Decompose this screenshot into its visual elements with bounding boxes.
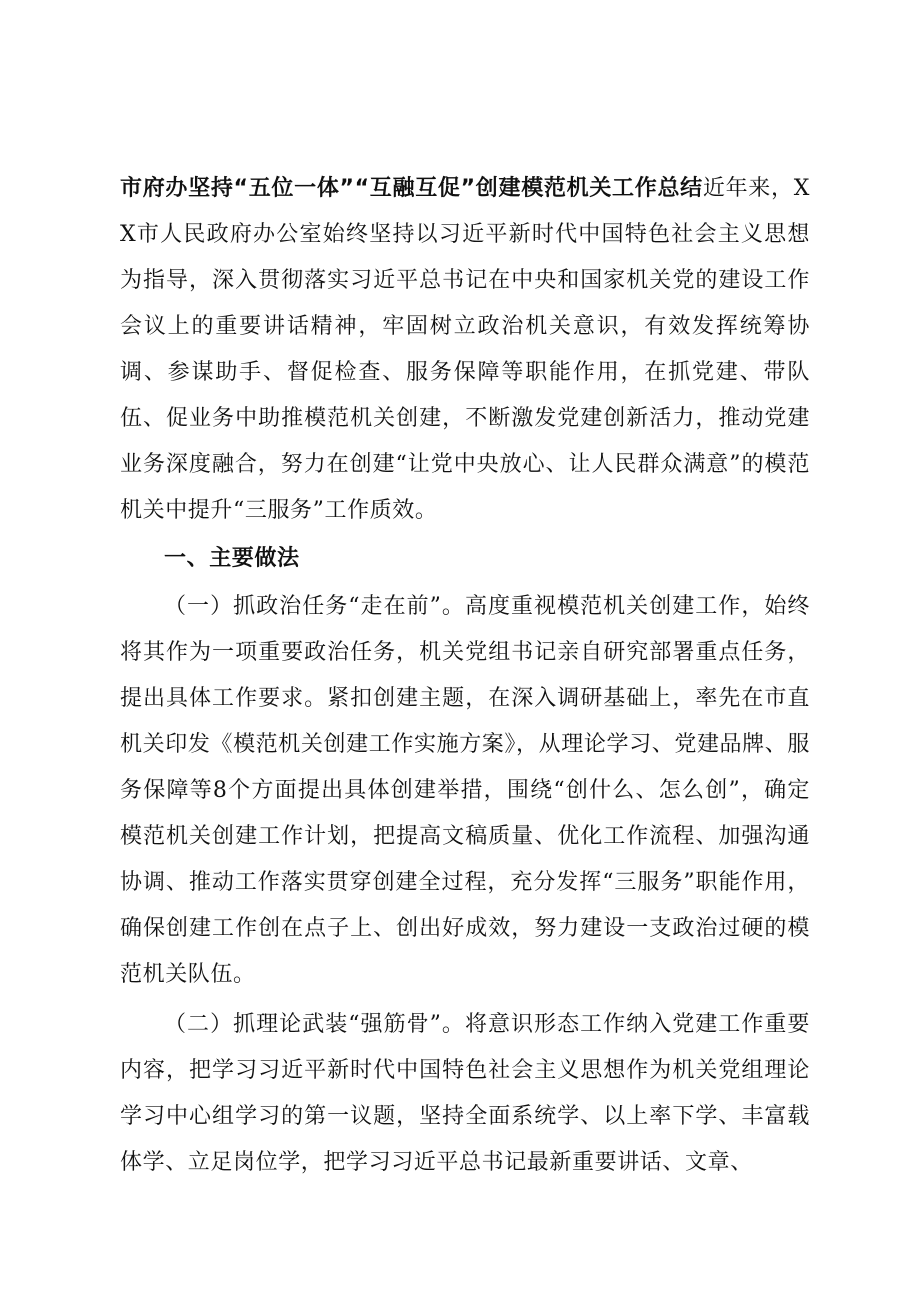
document-title: 市府办坚持“五位一体”“互融互促”创建模范机关工作总结 (120, 176, 703, 201)
section-heading-main-practices: 一、主要做法 (164, 546, 300, 571)
subsection-paragraph-1: （一）抓政治任务“走在前”。高度重视模范机关创建工作，始终将其作为一项重要政治任务，机关党组书记亲自研究部署重点任务，提出具体工作要求。紧扣创建主题，在深入调研基础上，率先在市直机关印发《模范机关创建工作实施方案》，从理论学习、党建品牌、服务保障等8个方面提出具体创建举措，围绕“创什么、怎么创”，确定模范机关创建工作计划，把提高文稿质量、优化工作流程、加强沟通协调、推动工作落实贯穿创建全过程，充分发挥“三服务”职能作用，确保创建工作创在点子上、创出好成效，努力建设一支政治过硬的模范机关队伍。 (120, 594, 810, 987)
intro-text: 近年来，XX市人民政府办公室始终坚持以习近平新时代中国特色社会主义思想为指导，深入贯彻落实习近平总书记在中央和国家机关党的建设工作会议上的重要讲话精神，牢固树立政治机关意识，有效发挥统筹协调、参谋助手、督促检查、服务保障等职能作用，在抓党建、带队伍、促业务中助推模范机关创建，不断激发党建创新活力，推动党建业务深度融合，努力在创建“让党中央放心、让人民群众满意”的模范机关中提升“三服务”工作质效。 (120, 176, 810, 523)
intro-paragraph (120, 166, 810, 534)
subsection-paragraph-2: （二）抓理论武装“强筋骨”。将意识形态工作纳入党建工作重要内容，把学习习近平新时代中国特色社会主义思想作为机关党组理论学习中心组学习的第一议题，坚持全面系统学、以上率下学、丰富载体学、立足岗位学，把学习习近平总书记最新重要讲话、文章、 (120, 1012, 810, 1175)
document-body (120, 166, 810, 1186)
